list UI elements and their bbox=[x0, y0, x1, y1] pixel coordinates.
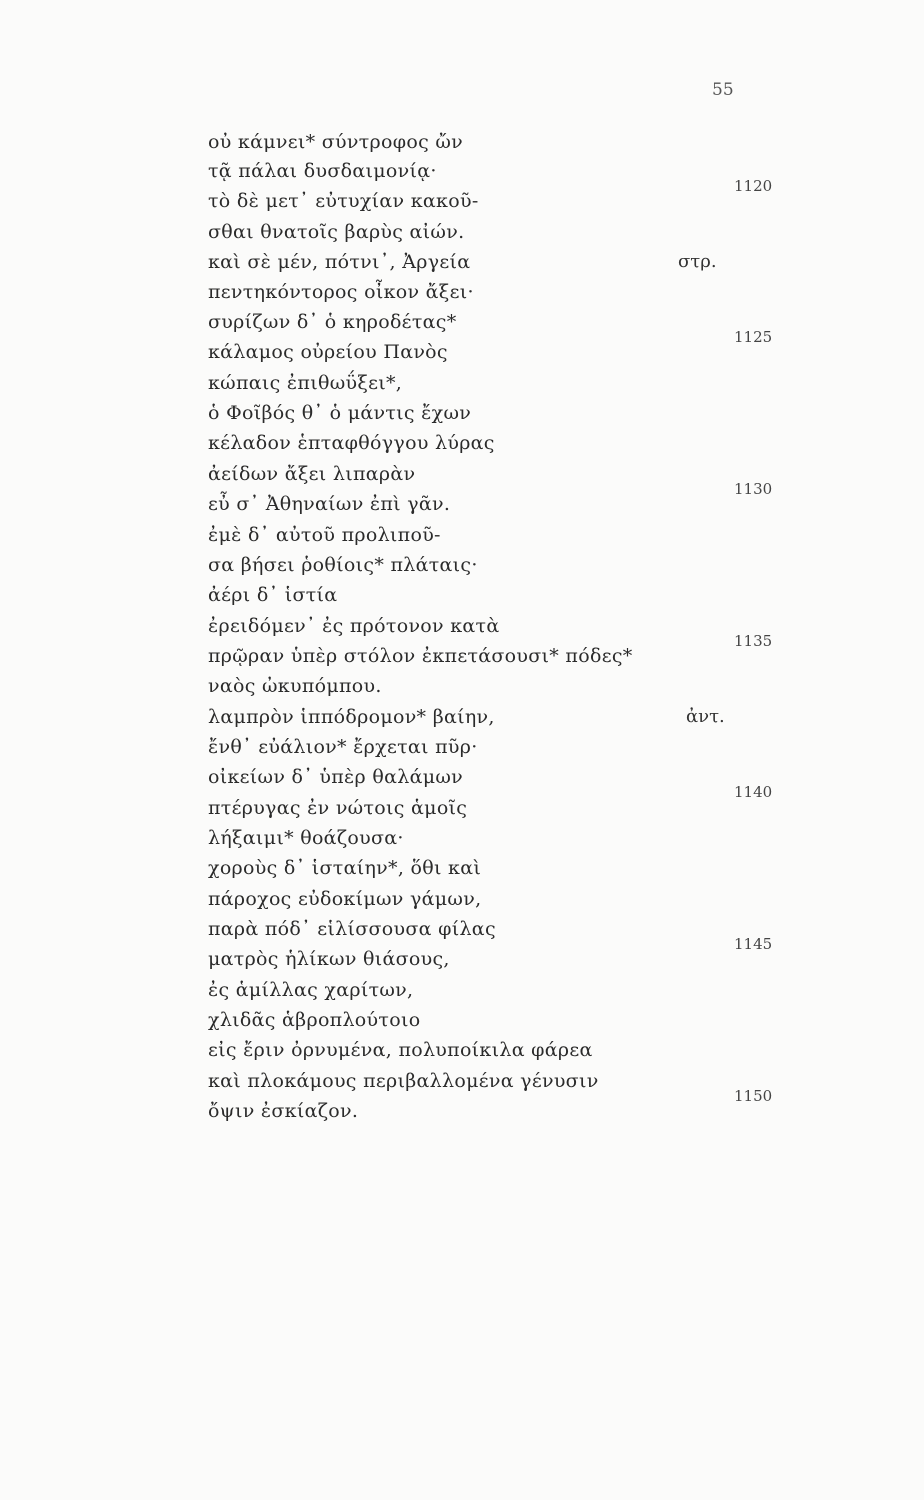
verse-line: συρίζων δ᾽ ὁ κηροδέτας* bbox=[208, 311, 457, 333]
verse-line: παρὰ πόδ᾽ εἱλίσσουσα φίλας bbox=[208, 918, 496, 940]
verse-line: ναὸς ὠκυπόμπου. bbox=[208, 675, 382, 697]
verse-line: εὖ σ᾽ Ἀθηναίων ἐπὶ γᾶν. bbox=[208, 493, 451, 515]
verse-line: κώπαις ἐπιθωΰξει*, bbox=[208, 372, 403, 394]
line-number: 1120 bbox=[734, 177, 773, 195]
line-number: 1150 bbox=[734, 1087, 773, 1105]
verse-line: ἀέρι δ᾽ ἱστία bbox=[208, 584, 338, 606]
verse-line: κάλαμος οὐρείου Πανὸς bbox=[208, 341, 448, 363]
verse-line: καὶ πλοκάμους περιβαλλομένα γένυσιν bbox=[208, 1070, 599, 1092]
verse-line: ὄψιν ἐσκίαζον. bbox=[208, 1100, 359, 1122]
verse-line: ὁ Φοῖβός θ᾽ ὁ μάντις ἔχων bbox=[208, 402, 472, 424]
verse-line: λαμπρὸν ἱππόδρομον* βαίην, bbox=[208, 706, 495, 728]
verse-line: τᾷ πάλαι δυσδαιμονίᾳ· bbox=[208, 160, 437, 182]
verse-line: σθαι θνατοῖς βαρὺς αἰών. bbox=[208, 221, 465, 243]
verse-line: καὶ σὲ μέν, πότνι᾽, Ἀργεία bbox=[208, 251, 471, 273]
line-number: 1145 bbox=[734, 935, 773, 953]
antistrophe-marker: ἀντ. bbox=[686, 706, 725, 727]
line-number: 1130 bbox=[734, 480, 773, 498]
verse-line: οἰκείων δ᾽ ὑπὲρ θαλάμων bbox=[208, 766, 463, 788]
strophe-marker: στρ. bbox=[678, 251, 717, 272]
page-number: 55 bbox=[712, 80, 734, 100]
verse-line: ματρὸς ἡλίκων θιάσους, bbox=[208, 948, 450, 970]
line-number: 1125 bbox=[734, 328, 773, 346]
verse-line: κέλαδον ἑπταφθόγγου λύρας bbox=[208, 432, 495, 454]
verse-line: πάροχος εὐδοκίμων γάμων, bbox=[208, 888, 482, 910]
line-number: 1135 bbox=[734, 632, 773, 650]
verse-line: ἀείδων ἄξει λιπαρὰν bbox=[208, 463, 416, 485]
verse-line: πεντηκόντορος οἶκον ἄξει· bbox=[208, 281, 474, 303]
verse-line: οὐ κάμνει* σύντροφος ὤν bbox=[208, 131, 464, 153]
verse-line: ἐμὲ δ᾽ αὐτοῦ προλιποῦ- bbox=[208, 524, 441, 546]
verse-line: ἐς ἁμίλλας χαρίτων, bbox=[208, 979, 414, 1001]
verse-line: σα βήσει ῥοθίοις* πλάταις· bbox=[208, 554, 478, 576]
verse-line: πρῷραν ὑπὲρ στόλον ἐκπετάσουσι* πόδες* bbox=[208, 645, 633, 667]
verse-line: ἐρειδόμεν᾽ ἐς πρότονον κατὰ bbox=[208, 615, 500, 637]
verse-line: εἰς ἔριν ὀρνυμένα, πολυποίκιλα φάρεα bbox=[208, 1039, 593, 1061]
verse-line: τὸ δὲ μετ᾽ εὐτυχίαν κακοῦ- bbox=[208, 190, 479, 212]
verse-line: χλιδᾶς ἁβροπλούτοιο bbox=[208, 1009, 421, 1031]
verse-line: λήξαιμι* θοάζουσα· bbox=[208, 827, 404, 849]
line-number: 1140 bbox=[734, 783, 773, 801]
verse-line: πτέρυγας ἐν νώτοις ἁμοῖς bbox=[208, 797, 468, 819]
verse-line: χοροὺς δ᾽ ἱσταίην*, ὅθι καὶ bbox=[208, 857, 482, 879]
verse-line: ἔνθ᾽ εὐάλιον* ἔρχεται πῦρ· bbox=[208, 736, 478, 758]
